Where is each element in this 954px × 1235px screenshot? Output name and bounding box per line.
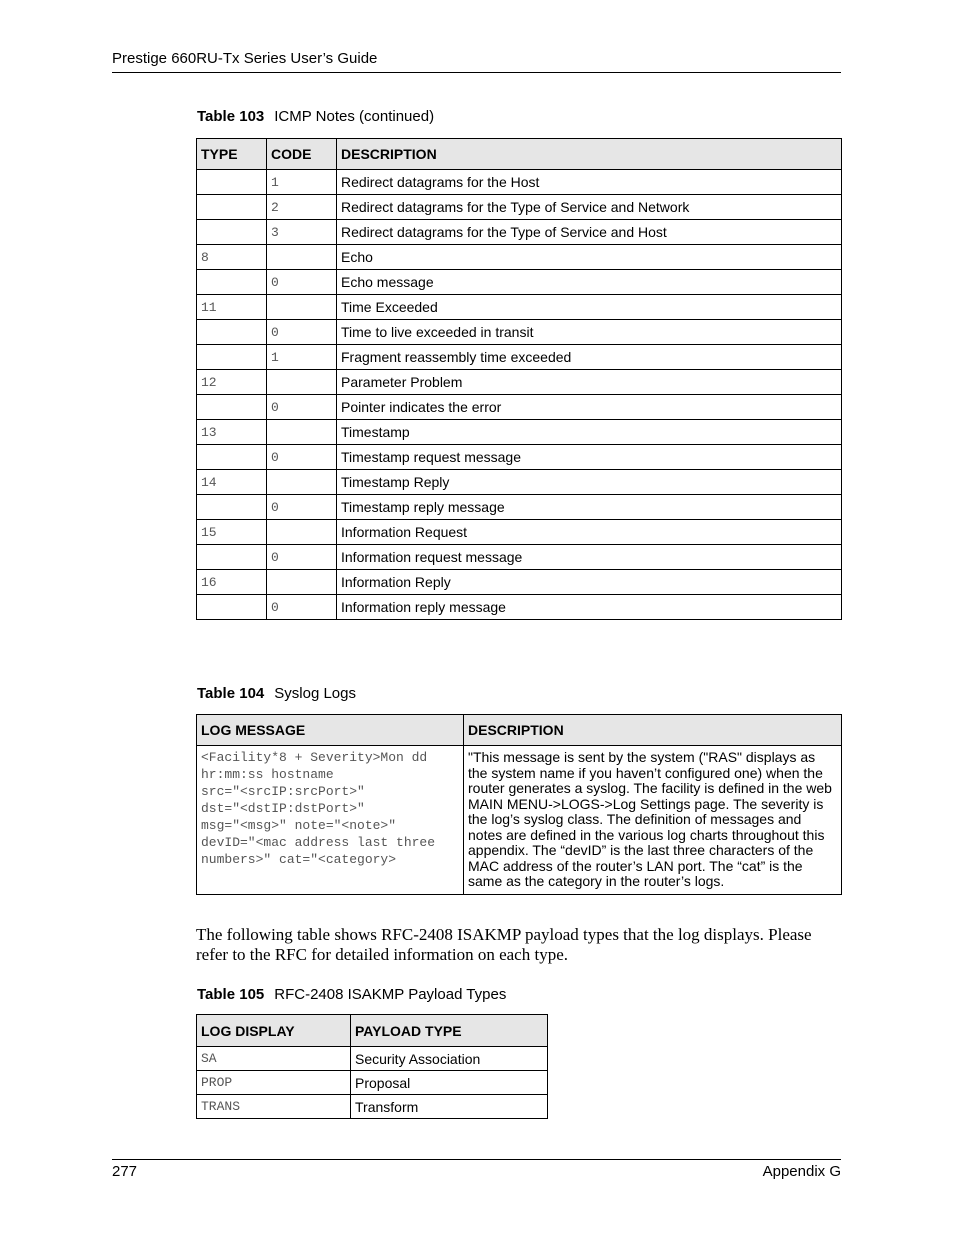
log-display-cell: TRANS <box>197 1095 351 1119</box>
description-cell: Timestamp Reply <box>337 470 842 495</box>
code-cell <box>267 245 337 270</box>
type-cell: 14 <box>197 470 267 495</box>
log-line: src="<srcIP:srcPort>" <box>201 784 365 799</box>
description-cell: Redirect datagrams for the Type of Service and Network <box>337 195 842 220</box>
description-cell: Timestamp <box>337 420 842 445</box>
code-cell: 1 <box>267 170 337 195</box>
code-cell <box>267 370 337 395</box>
log-message-cell <box>197 746 464 895</box>
log-display-cell: PROP <box>197 1071 351 1095</box>
description-cell: Echo <box>337 245 842 270</box>
code-cell <box>267 470 337 495</box>
type-cell: 12 <box>197 370 267 395</box>
table-row <box>197 195 842 220</box>
table-103-label: Table 103 <box>197 108 265 125</box>
type-cell <box>197 320 267 345</box>
code-cell: 0 <box>267 545 337 570</box>
description-cell: Time to live exceeded in transit <box>337 320 842 345</box>
description-cell: Information Request <box>337 520 842 545</box>
code-cell <box>267 295 337 320</box>
type-cell: 8 <box>197 245 267 270</box>
code-cell: 0 <box>267 395 337 420</box>
table-105-title: RFC-2408 ISAKMP Payload Types <box>274 986 507 1003</box>
table-row <box>197 295 842 320</box>
log-line: devID="<mac address last three <box>201 835 436 850</box>
table-row <box>197 345 842 370</box>
code-cell <box>267 520 337 545</box>
table-row <box>197 395 842 420</box>
code-cell: 0 <box>267 270 337 295</box>
table-row <box>197 320 842 345</box>
table-104-label: Table 104 <box>197 685 265 702</box>
table-header-row <box>197 715 842 746</box>
code-cell: 1 <box>267 345 337 370</box>
footer-section: Appendix G <box>762 1163 841 1180</box>
table-row <box>197 570 842 595</box>
table-row <box>197 245 842 270</box>
icmp-notes-table <box>196 138 842 620</box>
column-header-type: TYPE <box>197 139 267 170</box>
type-cell <box>197 170 267 195</box>
type-cell: 13 <box>197 420 267 445</box>
table-row <box>197 220 842 245</box>
payload-type-cell: Transform <box>351 1095 548 1119</box>
table-row <box>197 1047 548 1071</box>
type-cell <box>197 495 267 520</box>
table-104-title: Syslog Logs <box>274 685 356 702</box>
log-line: dst="<dstIP:dstPort>" <box>201 801 365 816</box>
column-header-code: CODE <box>267 139 337 170</box>
column-header-log-message: LOG MESSAGE <box>197 715 464 746</box>
table-row <box>197 495 842 520</box>
code-cell: 2 <box>267 195 337 220</box>
header-title: Prestige 660RU-Tx Series User’s Guide <box>112 50 378 67</box>
description-cell: Parameter Problem <box>337 370 842 395</box>
column-header-log-display: LOG DISPLAY <box>197 1015 351 1047</box>
type-cell <box>197 595 267 620</box>
code-cell <box>267 420 337 445</box>
description-cell: Pointer indicates the error <box>337 395 842 420</box>
type-cell: 16 <box>197 570 267 595</box>
table-104-caption <box>197 685 356 702</box>
table-row <box>197 1071 548 1095</box>
type-cell <box>197 545 267 570</box>
code-cell: 3 <box>267 220 337 245</box>
syslog-logs-table <box>196 714 842 895</box>
log-description-cell: "This message is sent by the system ("RAS" displays as the system name if you haven’t configured one) when the router generates a syslog. The facility is defined in the web MAIN MENU->LOGS->Log Settings page. The severity is the log’s syslog class. The definition of messages and notes are defined in the various log charts throughout this appendix. The “devID” is the last three characters of the MAC address of the router’s LAN port. The “cat” is the same as the category in the router’s logs. <box>464 746 842 895</box>
page-footer <box>112 1159 841 1180</box>
table-103-caption <box>197 108 434 125</box>
icmp-notes-body <box>197 170 842 620</box>
code-cell: 0 <box>267 445 337 470</box>
description-cell: Timestamp request message <box>337 445 842 470</box>
table-header-row <box>197 139 842 170</box>
code-cell: 0 <box>267 320 337 345</box>
description-cell: Information Reply <box>337 570 842 595</box>
table-105-caption <box>197 986 506 1003</box>
log-line: <Facility*8 + Severity>Mon dd <box>201 750 428 765</box>
description-cell: Redirect datagrams for the Type of Service and Host <box>337 220 842 245</box>
description-cell: Information reply message <box>337 595 842 620</box>
table-row <box>197 170 842 195</box>
table-row <box>197 270 842 295</box>
table-row <box>197 746 842 895</box>
log-display-cell: SA <box>197 1047 351 1071</box>
table-row <box>197 1095 548 1119</box>
description-cell: Echo message <box>337 270 842 295</box>
description-cell: Fragment reassembly time exceeded <box>337 345 842 370</box>
log-line: msg="<msg>" note="<note>" <box>201 818 397 833</box>
table-row <box>197 370 842 395</box>
type-cell <box>197 220 267 245</box>
payload-type-cell: Proposal <box>351 1071 548 1095</box>
table-row <box>197 470 842 495</box>
description-cell: Redirect datagrams for the Host <box>337 170 842 195</box>
table-105-label: Table 105 <box>197 986 265 1003</box>
type-cell <box>197 195 267 220</box>
page-header <box>112 50 841 73</box>
isakmp-payload-body <box>197 1047 548 1119</box>
page-number: 277 <box>112 1163 138 1180</box>
body-paragraph: The following table shows RFC-2408 ISAKMP payload types that the log displays. Please refer to the RFC for detailed information on each type. <box>196 925 812 964</box>
log-line: numbers>" cat="<category> <box>201 852 397 867</box>
code-cell <box>267 570 337 595</box>
table-row <box>197 420 842 445</box>
code-cell: 0 <box>267 495 337 520</box>
type-cell <box>197 345 267 370</box>
description-cell: Time Exceeded <box>337 295 842 320</box>
column-header-description: DESCRIPTION <box>337 139 842 170</box>
payload-type-cell: Security Association <box>351 1047 548 1071</box>
type-cell: 11 <box>197 295 267 320</box>
description-cell: Information request message <box>337 545 842 570</box>
table-row <box>197 545 842 570</box>
table-header-row <box>197 1015 548 1047</box>
type-cell <box>197 395 267 420</box>
column-header-description: DESCRIPTION <box>464 715 842 746</box>
type-cell <box>197 445 267 470</box>
description-cell: Timestamp reply message <box>337 495 842 520</box>
isakmp-payload-table <box>196 1014 548 1119</box>
type-cell: 15 <box>197 520 267 545</box>
table-row <box>197 520 842 545</box>
table-row <box>197 445 842 470</box>
type-cell <box>197 270 267 295</box>
table-103-title: ICMP Notes (continued) <box>274 108 435 125</box>
log-line: hr:mm:ss hostname <box>201 767 334 782</box>
column-header-payload-type: PAYLOAD TYPE <box>351 1015 548 1047</box>
table-row <box>197 595 842 620</box>
code-cell: 0 <box>267 595 337 620</box>
